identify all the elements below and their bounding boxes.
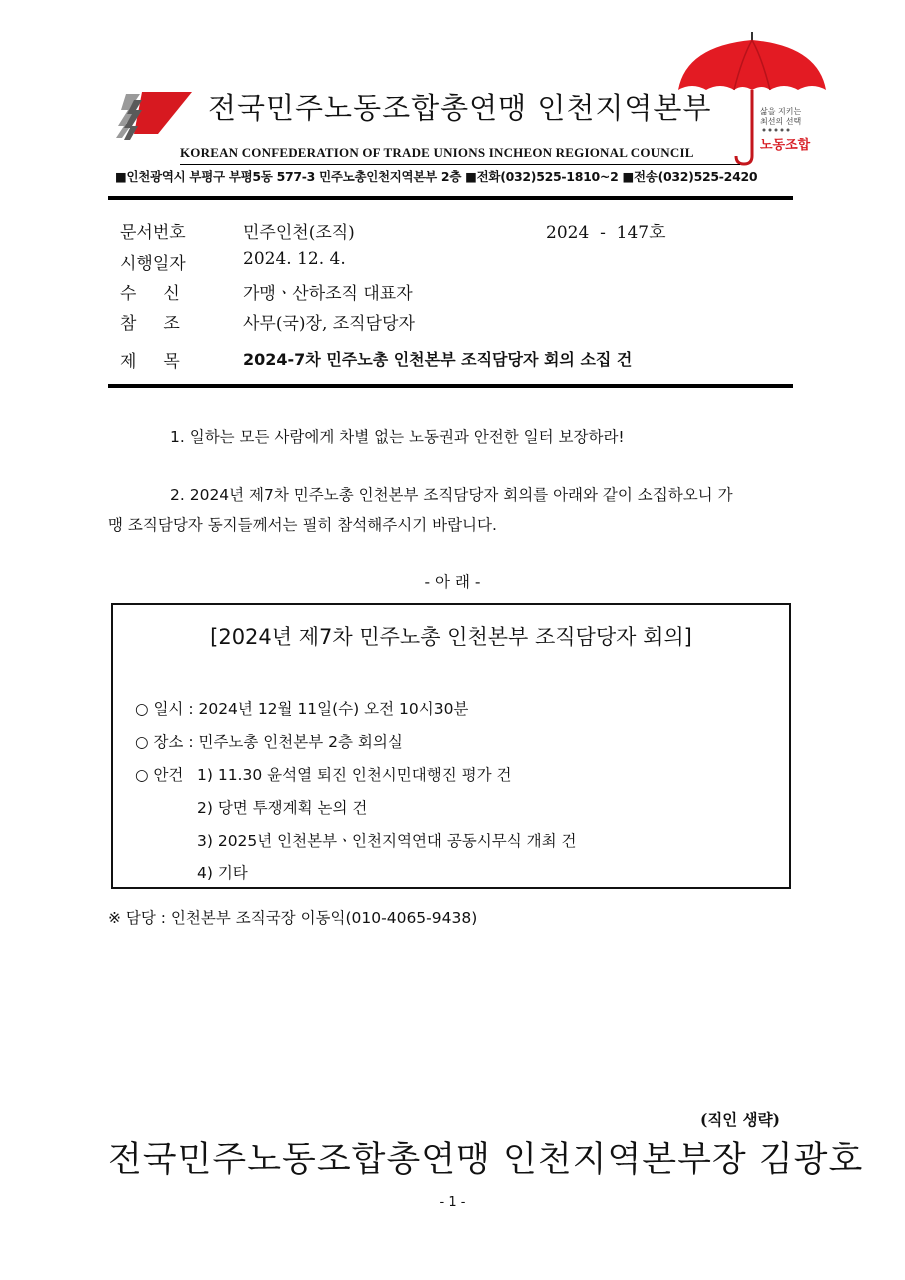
date-value: 2024. 12. 4. [243,249,346,269]
header-thick-rule [108,196,793,200]
umbrella-slogan-line1: 삶을 지키는 [760,107,802,116]
umbrella-label: 노동조합 [760,138,811,153]
organization-title: 전국민주노동조합총연맹 인천지역본부 [208,91,712,125]
cc-value: 사무(국)장, 조직담당자 [243,314,415,334]
signature-line: 전국민주노동조합총연맹 인천지역본부장 김광호 [108,1140,864,1180]
agenda-item: 2) 당면 투쟁계획 논의 건 [197,799,368,817]
meeting-place: ○ 장소 : 민주노총 인천본부 2층 회의실 [135,733,403,751]
header-thin-rule [180,164,740,165]
below-heading: - 아 래 - [424,573,481,591]
date-label: 시행일자 [120,254,186,274]
contact-note: ※ 담당 : 인천본부 조직국장 이동익(010-4065-9438) [108,909,478,927]
meeting-details-box [111,603,791,889]
seal-omitted-note: (직인 생략) [700,1110,780,1129]
agenda-label: ○ 안건 [135,766,184,784]
doc-serial: 2024 - 147호 [546,223,666,243]
kctu-logo [112,90,194,144]
subject-value: 2024-7차 민주노총 인천본부 조직담당자 회의 소집 건 [243,350,633,369]
cc-label: 참조 [120,314,207,334]
agenda-item: 3) 2025년 인천본부ㆍ인천지역연대 공동시무식 개최 건 [197,832,577,850]
doc-number-label: 문서번호 [120,223,186,243]
doc-number-value: 민주인천(조직) [243,223,355,243]
page-number: - 1 - [439,1195,466,1210]
meeting-datetime: ○ 일시 : 2024년 12월 11일(수) 오전 10시30분 [135,700,469,718]
meeting-title: [2024년 제7차 민주노총 인천본부 조직담당자 회의] [210,625,692,649]
recipient-value: 가맹ㆍ산하조직 대표자 [243,284,413,304]
contact-info: ■인천광역시 부평구 부평5동 577-3 민주노총인천지역본부 2층 ■전화(032)525-1810~2 ■전송(032)525-2420 [115,169,758,184]
subject-label: 제목 [120,352,207,372]
paragraph-2-line-1: 2. 2024년 제7차 민주노총 인천본부 조직담당자 회의를 아래와 같이 소집하오니 가 [170,486,733,504]
agenda-item: 4) 기타 [197,864,248,882]
paragraph-2-line-2: 맹 조직담당자 동지들께서는 필히 참석해주시기 바랍니다. [108,516,497,534]
paragraph-1: 1. 일하는 모든 사람에게 차별 없는 노동권과 안전한 일터 보장하라! [170,428,625,446]
meta-bottom-rule [108,384,793,388]
recipient-label: 수신 [120,284,207,304]
umbrella-slogan-line2: 최선의 선택 [760,117,802,126]
organization-english-name: KOREAN CONFEDERATION OF TRADE UNIONS INCHEON REGIONAL COUNCIL [180,145,694,160]
agenda-item: 1) 11.30 윤석열 퇴진 인천시민대행진 평가 건 [197,766,512,784]
